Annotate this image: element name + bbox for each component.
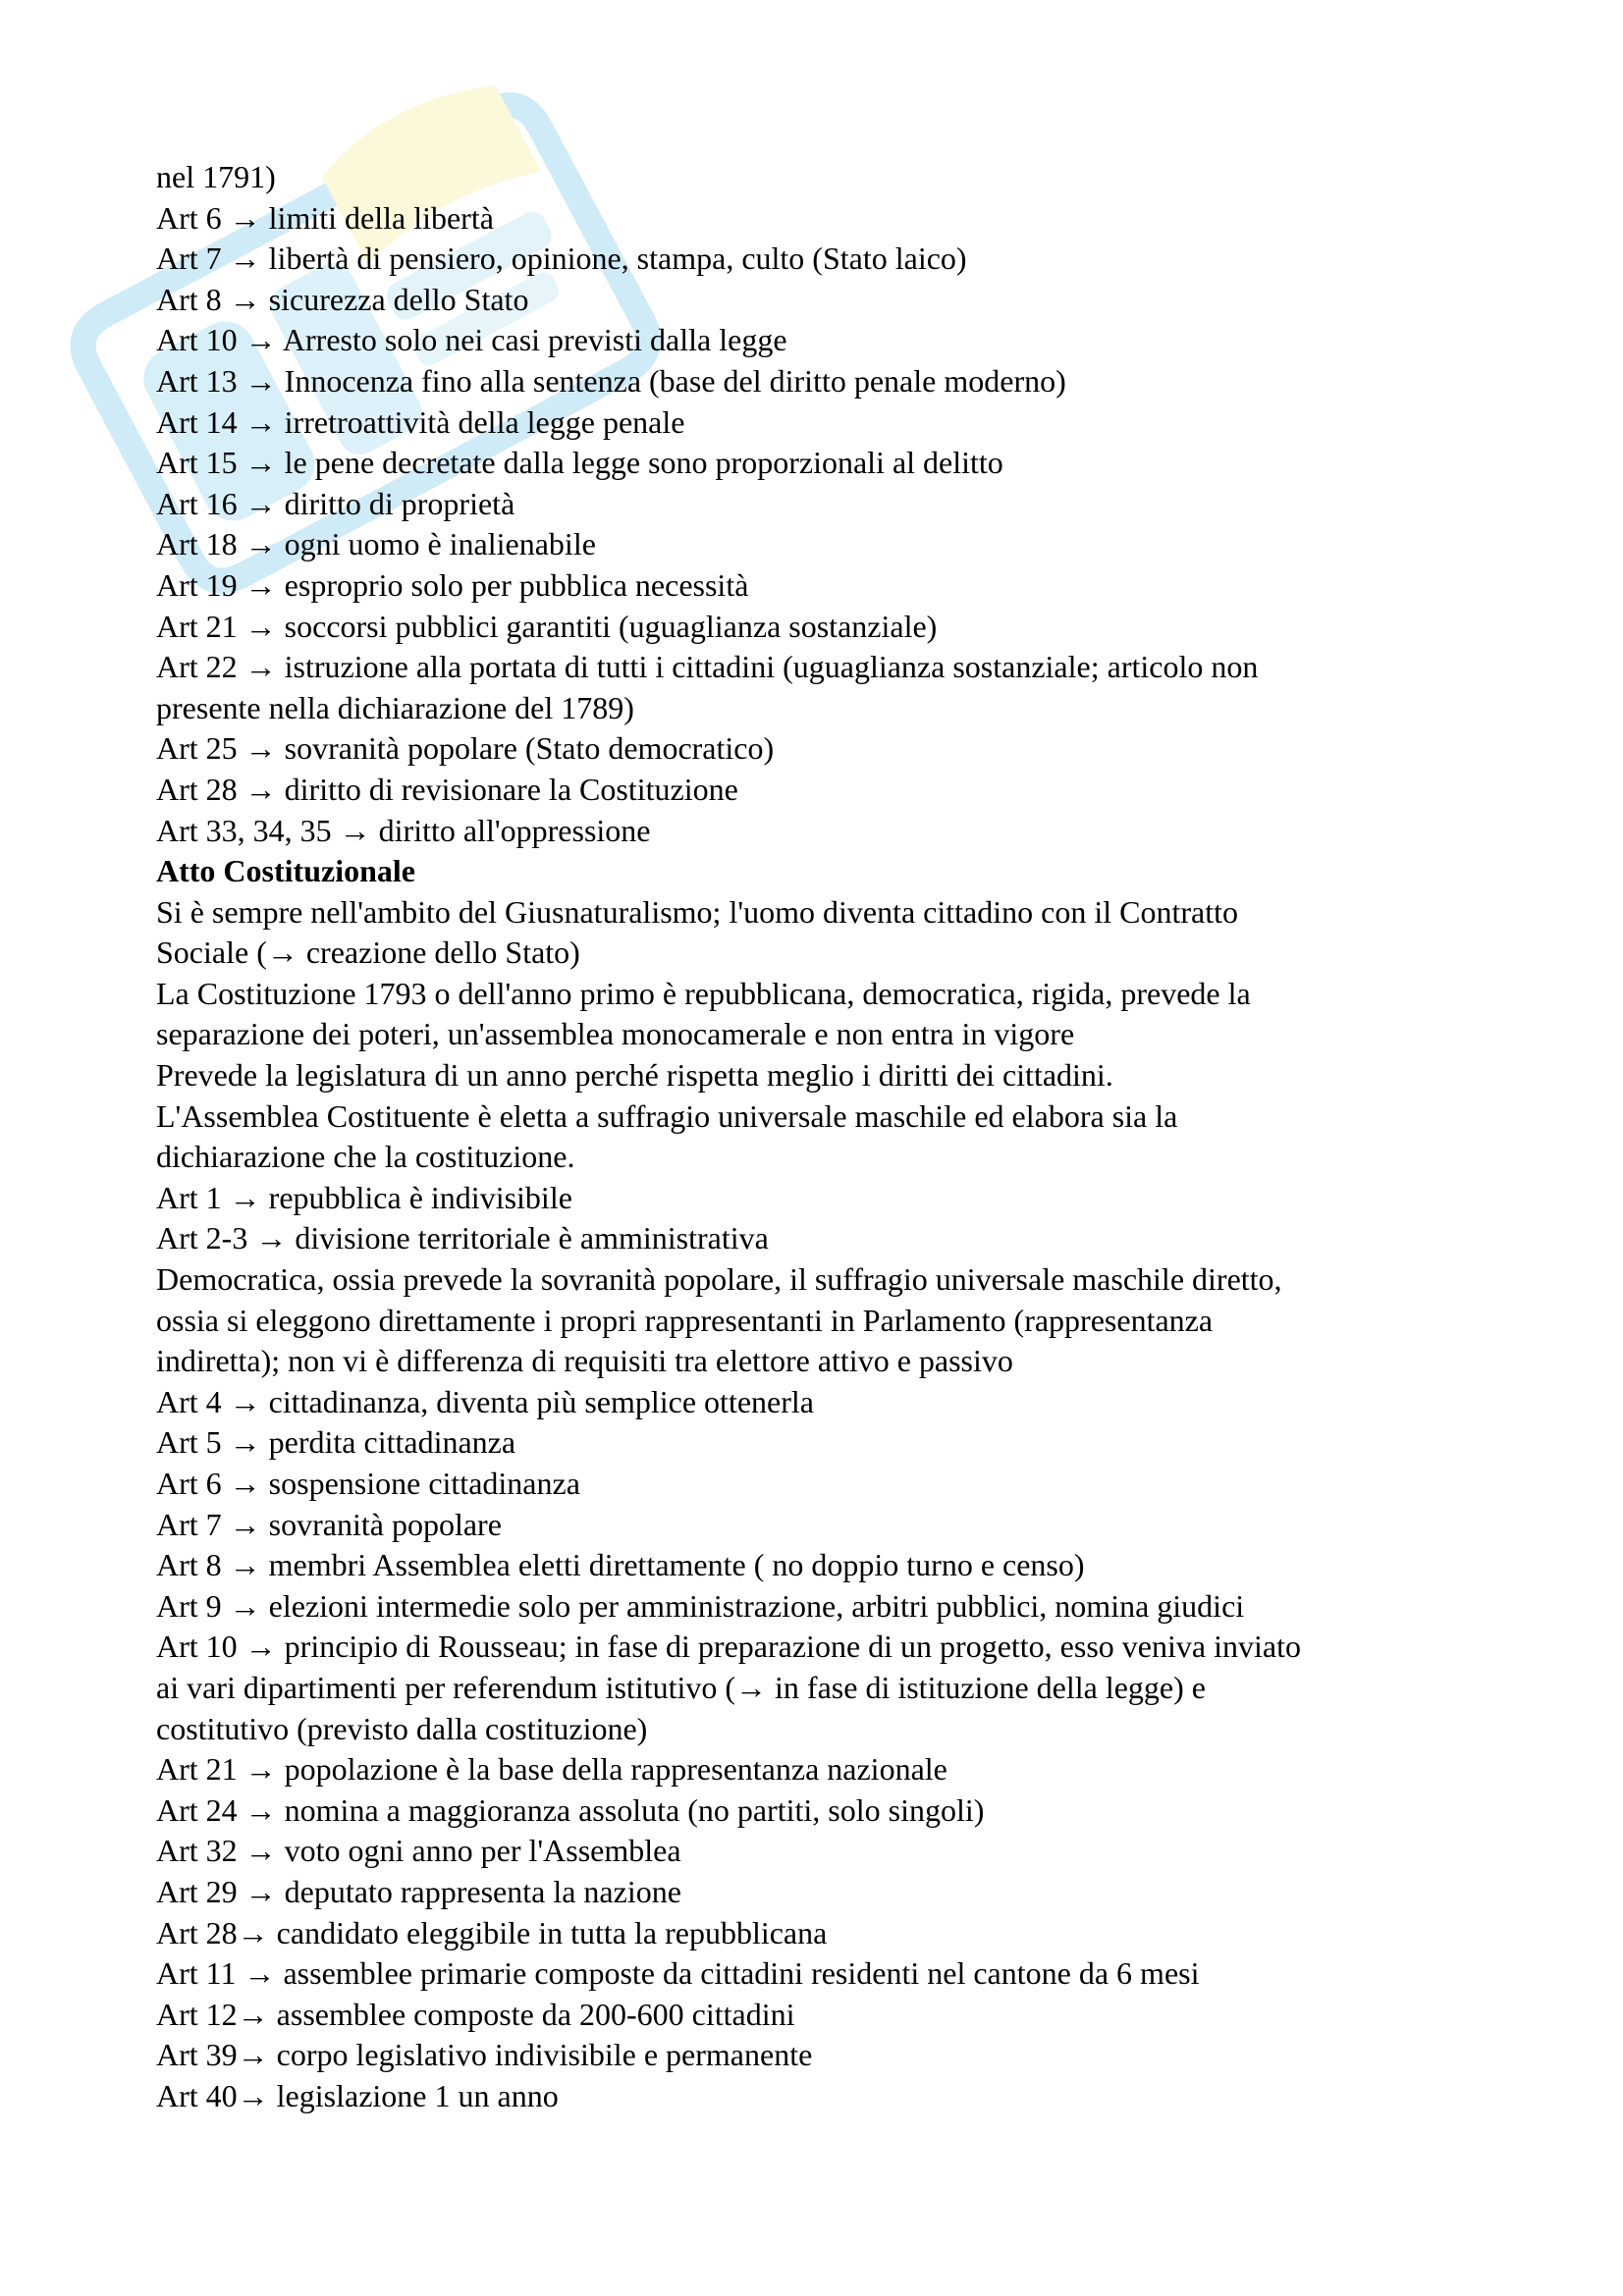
text-line: costitutivo (previsto dalla costituzione) (156, 1710, 648, 1746)
document-body (156, 157, 1472, 2117)
text-line: Art 2-3 → divisione territoriale è amministrativa (156, 1220, 769, 1256)
text-line: Art 16 → diritto di proprietà (156, 485, 515, 521)
text-line: Art 19 → esproprio solo per pubblica necessità (156, 566, 749, 603)
text-line: Democratica, ossia prevede la sovranità popolare, il suffragio universale maschile diretto, (156, 1261, 1282, 1298)
text-line: Art 8 → sicurezza dello Stato (156, 281, 529, 317)
text-line: Art 39→ corpo legislativo indivisibile e permanente (156, 2037, 813, 2073)
text-line: separazione dei poteri, un'assemblea monocamerale e non entra in vigore (156, 1016, 1075, 1052)
text-line: Art 5 → perdita cittadinanza (156, 1424, 516, 1461)
text-line: Art 18 → ogni uomo è inalienabile (156, 526, 596, 562)
text-line: Prevede la legislatura di un anno perché rispetta meglio i diritti dei cittadini. (156, 1057, 1113, 1094)
section-heading: Atto Costituzionale (156, 853, 415, 889)
text-line: Art 40→ legislazione 1 un anno (156, 2077, 559, 2113)
text-line: Art 33, 34, 35 → diritto all'oppressione (156, 812, 651, 848)
text-line: Art 15 → le pene decretate dalla legge sono proporzionali al delitto (156, 445, 1003, 481)
text-line: Art 22 → istruzione alla portata di tutti i cittadini (uguaglianza sostanziale; articolo non (156, 649, 1259, 685)
text-line: Art 13 → Innocenza fino alla sentenza (base del diritto penale moderno) (156, 362, 1066, 399)
text-line: Art 21 → popolazione è la base della rappresentanza nazionale (156, 1751, 947, 1788)
text-line: La Costituzione 1793 o dell'anno primo è repubblicana, democratica, rigida, prevede la (156, 975, 1251, 1011)
text-line: Art 28 → diritto di revisionare la Costituzione (156, 771, 738, 807)
text-line: nel 1791) (156, 159, 276, 194)
text-line: Art 8 → membri Assemblea eletti direttamente ( no doppio turno e censo) (156, 1547, 1085, 1583)
text-line: Art 21 → soccorsi pubblici garantiti (uguaglianza sostanziale) (156, 608, 938, 644)
text-line: Art 14 → irretroattività della legge penale (156, 403, 685, 440)
text-line: Art 25 → sovranità popolare (Stato democratico) (156, 730, 775, 767)
text-line: dichiarazione che la costituzione. (156, 1139, 575, 1175)
text-line: Art 10 → Arresto solo nei casi previsti dalla legge (156, 322, 787, 358)
text-line: Art 7 → libertà di pensiero, opinione, stampa, culto (Stato laico) (156, 240, 967, 277)
text-line: Art 4 → cittadinanza, diventa più semplice ottenerla (156, 1383, 814, 1419)
text-line: Art 28→ candidato eleggibile in tutta la repubblicana (156, 1914, 828, 1950)
text-line: Art 32 → voto ogni anno per l'Assemblea (156, 1833, 681, 1869)
text-line: Art 10 → principio di Rousseau; in fase di preparazione di un progetto, esso veniva inviato (156, 1629, 1301, 1665)
text-line: Si è sempre nell'ambito del Giusnaturalismo; l'uomo diventa cittadino con il Contratto (156, 893, 1238, 930)
text-line: Art 6 → limiti della libertà (156, 199, 494, 236)
text-line: Art 24 → nomina a maggioranza assoluta (no partiti, solo singoli) (156, 1791, 985, 1828)
text-line: Art 29 → deputato rappresenta la nazione (156, 1873, 681, 1909)
text-line: L'Assemblea Costituente è eletta a suffragio universale maschile ed elabora sia la (156, 1097, 1178, 1134)
text-line: Sociale (→ creazione dello Stato) (156, 934, 580, 971)
text-line: Art 6 → sospensione cittadinanza (156, 1466, 580, 1501)
text-line: Art 7 → sovranità popolare (156, 1506, 502, 1542)
text-line: Art 1 → repubblica è indivisibile (156, 1179, 572, 1215)
text-line: Art 9 → elezioni intermedie solo per amministrazione, arbitri pubblici, nomina giudici (156, 1587, 1245, 1624)
text-line: indiretta); non vi è differenza di requisiti tra elettore attivo e passivo (156, 1343, 1013, 1379)
text-line: ai vari dipartimenti per referendum istitutivo (→ in fase di istituzione della legge) e (156, 1669, 1206, 1705)
text-line: presente nella dichiarazione del 1789) (156, 689, 634, 725)
text-line: Art 12→ assemblee composte da 200-600 cittadini (156, 1996, 795, 2032)
text-line: ossia si eleggono direttamente i propri rappresentanti in Parlamento (rappresentanza (156, 1302, 1214, 1338)
text-line: Art 11 → assemblee primarie composte da cittadini residenti nel cantone da 6 mesi (156, 1955, 1200, 1992)
